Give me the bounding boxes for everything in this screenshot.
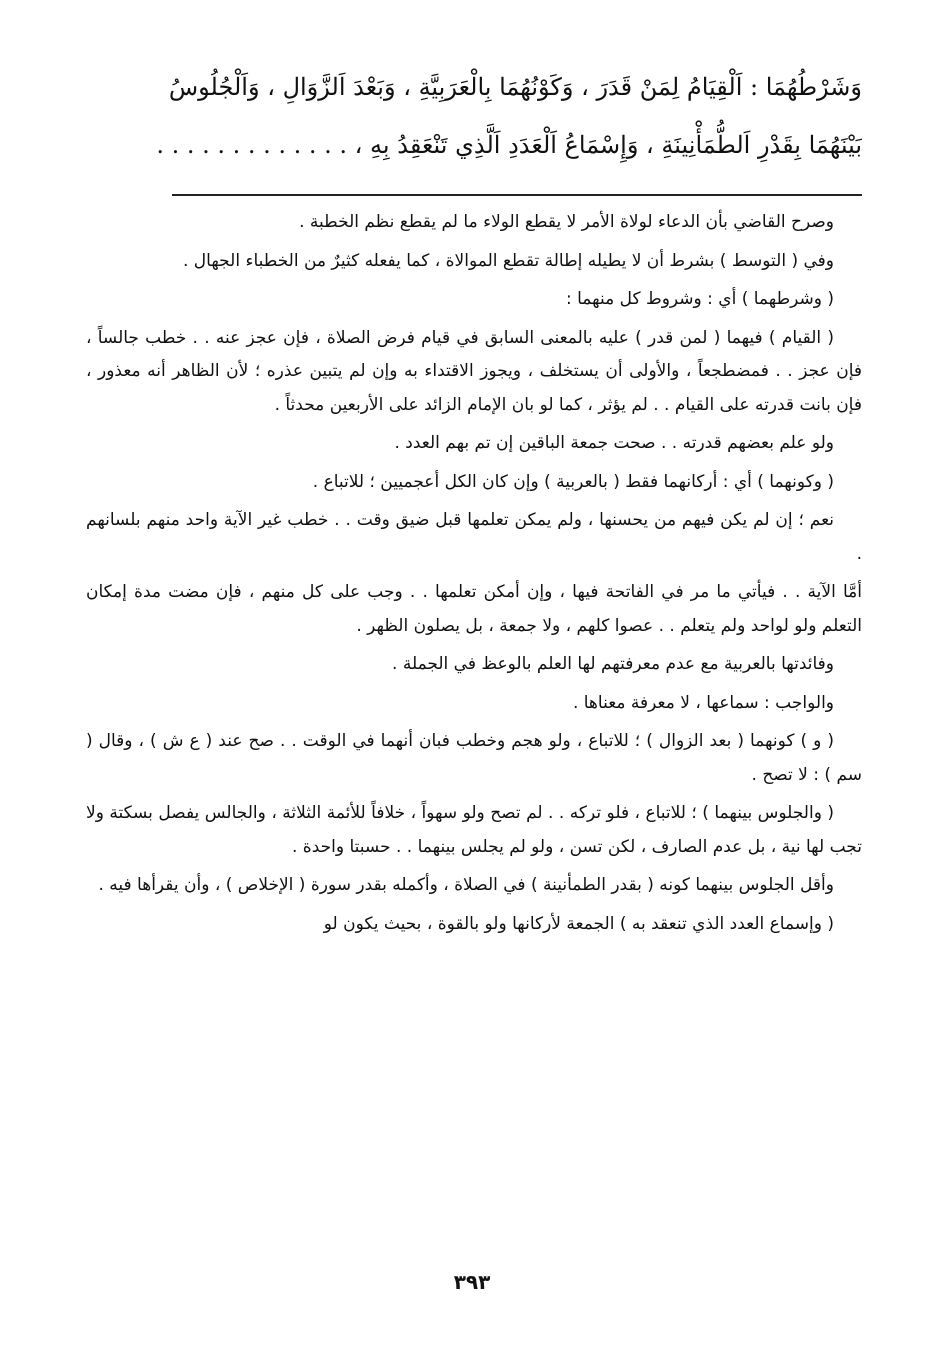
sharh-paragraph-12: ( والجلوس بينهما ) ؛ للاتباع ، فلو تركه . . لم تصح ولو سهواً ، خلافاً للأئمة الثلاثة ، والجالس يفصل بسكتة ولا تجب لها نية ، بل عدم الصارف ، لكن تسن ، ولو لم يجلس بينهما . . حسبتا واحدة . [86, 803, 862, 857]
page-body [86, 58, 862, 946]
page-number: ٣٩٣ [453, 1270, 491, 1294]
sharh-paragraph-10: والواجب : سماعها ، لا معرفة معناها . [572, 692, 834, 713]
sharh-paragraph-5: ولو علم بعضهم قدرته . . صحت جمعة الباقين إن تم بهم العدد . [394, 433, 834, 453]
sharh-paragraph-11: ( و ) كونهما ( بعد الزوال ) ؛ للاتباع ، ولو هجم وخطب فبان أنهما في الوقت . . صح عند ( ع ش ) ، وقال ( سم ) : لا تصح . [86, 731, 862, 785]
sharh-text [86, 206, 862, 941]
sharh-paragraph-14: ( وإسماع العدد الذي تنعقد به ) الجمعة لأركانها ولو بالقوة ، بحيث يكون لو [323, 913, 834, 934]
sharh-paragraph-2: وفي ( التوسط ) بشرط أن لا يطيله إطالة تقطع الموالاة ، كما يفعله كثيرٌ من الخطباء الجهال . [183, 250, 834, 271]
sharh-paragraph-9: وفائدتها بالعربية مع عدم معرفتهم لها العلم بالوعظ في الجملة . [392, 654, 834, 674]
sharh-paragraph-13: وأقل الجلوس بينهما كونه ( بقدر الطمأنينة ) في الصلاة ، وأكمله بقدر سورة ( الإخلاص ) ، وأن يقرأها فيه . [98, 875, 834, 895]
sharh-paragraph-8: أمَّا الآية . . فيأتي ما مر في الفاتحة فيها ، وإن أمكن تعلمها . . وجب على كل منهم ، فإن مضت مدة إمكان التعلم ولو لواحد ولم يتعلم . . عصوا كلهم ، ولا جمعة ، بل يصلون الظهر . [86, 582, 862, 636]
separator-rule [172, 194, 862, 196]
matn-line-2: بَيْنَهُمَا بِقَدْرِ اَلطُّمَأْنِينَةِ ، وَإِسْمَاعُ اَلْعَدَدِ اَلَّذِي تَنْعَقِدُ بِهِ ، . . . . . . . . . . . . . [156, 131, 862, 159]
sharh-paragraph-4: ( القيام ) فيهما ( لمن قدر ) عليه بالمعنى السابق في قيام فرض الصلاة ، فإن عجز عنه . . خطب جالساً ، فإن عجز . . فمضطجعاً ، والأولى أن يستخلف ، ويجوز الاقتداء به وإن لم يتبين عذره ؛ لأن الظاهر أنه معذور ، فإن بانت قدرته على القيام . . لم يؤثر ، كما لو بان الإمام الزائد على الأربعين محدثاً . [86, 327, 862, 415]
sharh-paragraph-7: نعم ؛ إن لم يكن فيهم من يحسنها ، ولم يمكن تعلمها قبل ضيق وقت . . خطب غير الآية واحد منهم بلسانهم . [86, 510, 862, 564]
sharh-paragraph-3: ( وشرطهما ) أي : وشروط كل منهما : [566, 289, 834, 309]
matn-line-1: وَشَرْطُهُمَا : اَلْقِيَامُ لِمَنْ قَدَرَ ، وَكَوْنُهُمَا بِالْعَرَبِيَّةِ ، وَبَعْدَ اَلزَّوَالِ ، وَاَلْجُلُوسُ [168, 73, 862, 101]
matn-text [86, 58, 862, 174]
sharh-paragraph-1: وصرح القاضي بأن الدعاء لولاة الأمر لا يقطع الولاء ما لم يقطع نظم الخطبة . [299, 212, 834, 232]
sharh-paragraph-6: ( وكونهما ) أي : أركانهما فقط ( بالعربية ) وإن كان الكل أعجميين ؛ للاتباع . [312, 471, 834, 492]
